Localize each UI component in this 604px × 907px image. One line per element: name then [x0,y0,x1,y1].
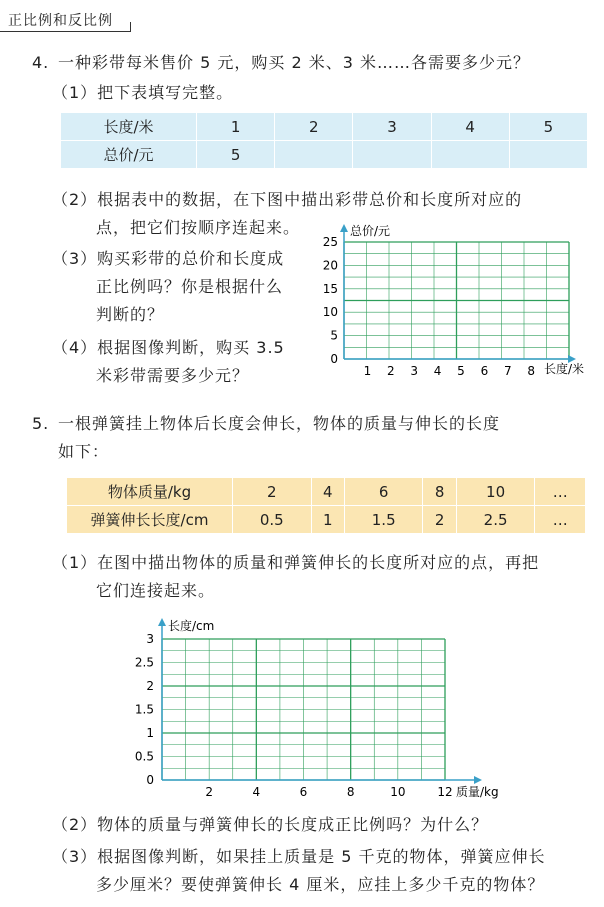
x-tick-label: 6 [299,785,308,799]
table-cell: 2 [423,506,456,534]
y-tick-label: 10 [322,305,338,320]
table-row [61,113,588,141]
table-cell: 长度/米 [61,113,197,141]
y-tick-label: 2.5 [134,655,154,670]
x-tick-label: 12 [437,785,453,799]
x-tick-label: 8 [346,785,355,799]
q5-table [66,477,586,534]
table-cell: … [535,506,586,534]
q4-graph-ticks [323,235,535,378]
q5-part1-line1: （1）在图中描出物体的质量和弹簧伸长的长度所对应的点，再把 [52,553,540,572]
q5-number: 5. [32,414,50,433]
table-cell: 1 [311,506,344,534]
q5-line2: 如下： [58,442,110,461]
q4-graph-axes [340,224,576,363]
table-cell[interactable] [509,141,587,169]
table-cell: 4 [311,478,344,506]
q4-part1: （1）把下表填写完整。 [52,83,234,102]
table-cell: 2 [275,113,353,141]
q5-graph-ticks [135,632,453,799]
table-cell: 5 [197,141,275,169]
x-tick-label: 6 [480,364,489,378]
table-cell: 2 [233,478,312,506]
x-tick-label: 7 [503,364,512,378]
table-cell: 8 [423,478,456,506]
q4-part2-line2: 点，把它们按顺序连起来。 [96,218,301,237]
q4-part3-line3: 判断的？ [96,305,165,324]
x-tick-label: 5 [457,364,465,378]
q5-part3-line1: （3）根据图像判断，如果挂上质量是 5 千克的物体，弹簧应伸长 [52,847,546,866]
table-cell: 3 [353,113,431,141]
x-tick-label: 2 [205,785,213,799]
y-tick-label: 0 [330,352,338,366]
table-cell: 1.5 [344,506,423,534]
table-cell: … [535,478,586,506]
x-tick-label: 1 [363,364,372,378]
y-tick-label: 20 [322,258,338,273]
table-cell: 0.5 [233,506,312,534]
table-cell: 弹簧伸长长度/cm [67,506,233,534]
table-cell: 2.5 [456,506,535,534]
x-tick-label: 4 [252,785,261,799]
table-cell[interactable] [353,141,431,169]
q5-part1-line2: 它们连接起来。 [96,581,216,600]
x-tick-label: 4 [433,364,442,378]
table-cell: 1 [197,113,275,141]
q4-part4-line1: （4）根据图像判断，购买 3.5 [52,338,285,357]
q5-part3-line2: 多少厘米？要使弹簧伸长 4 厘米，应挂上多少千克的物体？ [96,875,545,894]
y-tick-label: 1.5 [134,702,154,717]
q5-graph-xlabel: 质量/kg [456,785,499,799]
y-tick-label: 0 [146,773,154,787]
table-row [61,141,588,169]
table-cell: 总价/元 [61,141,197,169]
table-cell: 5 [509,113,587,141]
q4-part3-line2: 正比例吗？你是根据什么 [96,277,284,296]
y-tick-label: 1 [146,726,154,740]
q4-graph-xlabel: 长度/米 [544,362,585,376]
table-cell: 6 [344,478,423,506]
x-tick-label: 10 [390,785,406,799]
table-cell[interactable] [431,141,509,169]
q4-graph [310,218,602,383]
y-tick-label: 15 [322,281,338,296]
y-arrow-icon [340,224,348,232]
q5-line1: 一根弹簧挂上物体后长度会伸长，物体的质量与伸长的长度 [58,414,501,433]
q4-part4-line2: 米彩带需要多少元？ [96,366,250,385]
q4-graph-ylabel: 总价/元 [350,224,391,238]
q5-graph [130,612,510,804]
table-row [67,506,586,534]
q5-graph-ylabel: 长度/cm [168,619,215,633]
y-tick-label: 25 [322,235,338,249]
q4-graph-grid [344,242,569,359]
header-tick [130,22,131,32]
x-tick-label: 3 [410,364,419,378]
header-underline [0,31,130,32]
q5-graph-grid [162,639,445,780]
q4-part2-line1: （2）根据表中的数据，在下图中描出彩带总价和长度所对应的 [52,190,523,209]
q4-part3-line1: （3）购买彩带的总价和长度成 [52,249,285,268]
q4-table [60,112,588,169]
table-cell: 4 [431,113,509,141]
y-tick-label: 3 [146,632,154,646]
x-arrow-icon [474,776,482,784]
q5-part2: （2）物体的质量与弹簧伸长的长度成正比例吗？为什么？ [52,815,489,834]
y-tick-label: 5 [330,328,338,343]
y-tick-label: 2 [146,679,154,693]
x-tick-label: 8 [527,364,536,378]
table-cell: 物体质量/kg [67,478,233,506]
section-header: 正比例和反比例 [8,13,113,29]
y-tick-label: 0.5 [134,749,154,764]
x-tick-label: 2 [386,364,395,378]
table-cell[interactable] [275,141,353,169]
q4-text: 一种彩带每米售价 5 元，购买 2 米、3 米……各需要多少元？ [58,53,530,72]
table-cell: 10 [456,478,535,506]
y-arrow-icon [158,618,166,626]
table-row [67,478,586,506]
q4-number: 4. [32,53,50,72]
q5-graph-axes [158,618,482,784]
